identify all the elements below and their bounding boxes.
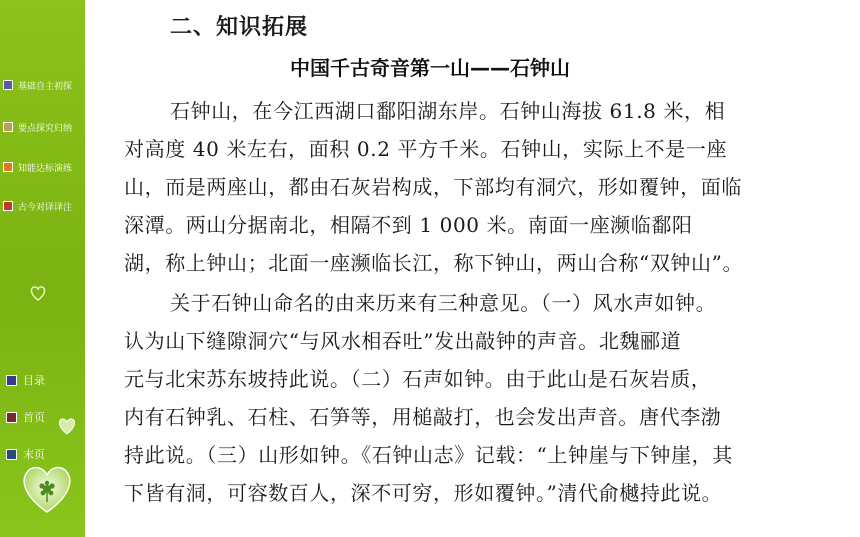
last-page-label: 末页 — [23, 448, 45, 461]
text-line: 石钟山，在今江西湖口鄱阳湖东岸。石钟山海拔 61.8 米，相 — [170, 99, 726, 123]
nav-item-label: 基础自主初探 — [18, 81, 73, 92]
text-line: 深潭。两山分据南北，相隔不到 1 000 米。南面一座濒临鄱阳 — [124, 213, 693, 237]
small-heart-icon — [56, 416, 78, 436]
section-heading: 二、知识拓展 — [170, 15, 309, 40]
text-line: 下皆有洞，可容数百人，深不可穷，形如覆钟。”清代俞樾持此说。 — [124, 481, 723, 505]
text-line: 对高度 40 米左右，面积 0.2 平方千米。石钟山，实际上不是一座 — [124, 137, 728, 161]
text-line: 元与北宋苏东坡持此说。（二）石声如钟。由于此山是石灰岩质， — [124, 367, 712, 391]
text-line: 关于石钟山命名的由来历来有三种意见。（一）风水声如钟。 — [170, 291, 717, 315]
nav-item-translation[interactable] — [3, 198, 72, 214]
text-line: 湖，称上钟山；北面一座濒临长江，称下钟山，两山合称“双钟山”。 — [124, 251, 744, 275]
nav-item-label: 知能达标演练 — [18, 163, 73, 174]
heart-swirl-icon — [28, 284, 48, 302]
nav-square-icon — [3, 201, 13, 211]
text-line: 持此说。（三）山形如钟。《石钟山志》记载：“上钟崖与下钟崖，其 — [124, 443, 733, 467]
text-line: 内有石钟乳、石柱、石笋等，用槌敲打，也会发出声音。唐代李渤 — [124, 405, 722, 429]
large-heart-icon — [18, 462, 76, 516]
toc-square-icon — [6, 375, 17, 386]
sidebar — [0, 0, 85, 537]
text-line: 山，而是两座山，都由石灰岩构成，下部均有洞穴，形如覆钟，面临 — [124, 175, 742, 199]
article-title: 中国千古奇音第一山——石钟山 — [290, 56, 570, 80]
nav-square-icon — [3, 162, 13, 172]
text-line: 认为山下缝隙洞穴“与风水相吞吐”发出敲钟的声音。北魏郦道 — [124, 329, 682, 353]
first-page-square-icon — [6, 412, 17, 423]
last-page-square-icon — [6, 449, 17, 460]
nav-item-basic-preview[interactable] — [3, 77, 72, 93]
nav-square-icon — [3, 80, 13, 90]
first-page-button[interactable] — [6, 409, 45, 425]
last-page-button[interactable] — [6, 446, 45, 462]
nav-item-label: 要点探究归纳 — [18, 123, 73, 134]
first-page-label: 首页 — [23, 411, 45, 424]
toc-button[interactable] — [6, 372, 45, 388]
nav-square-icon — [3, 122, 13, 132]
nav-item-key-points[interactable] — [3, 119, 72, 135]
toc-label: 目录 — [23, 374, 45, 387]
nav-item-label: 古今对译译注 — [18, 202, 73, 213]
nav-item-practice[interactable] — [3, 159, 72, 175]
